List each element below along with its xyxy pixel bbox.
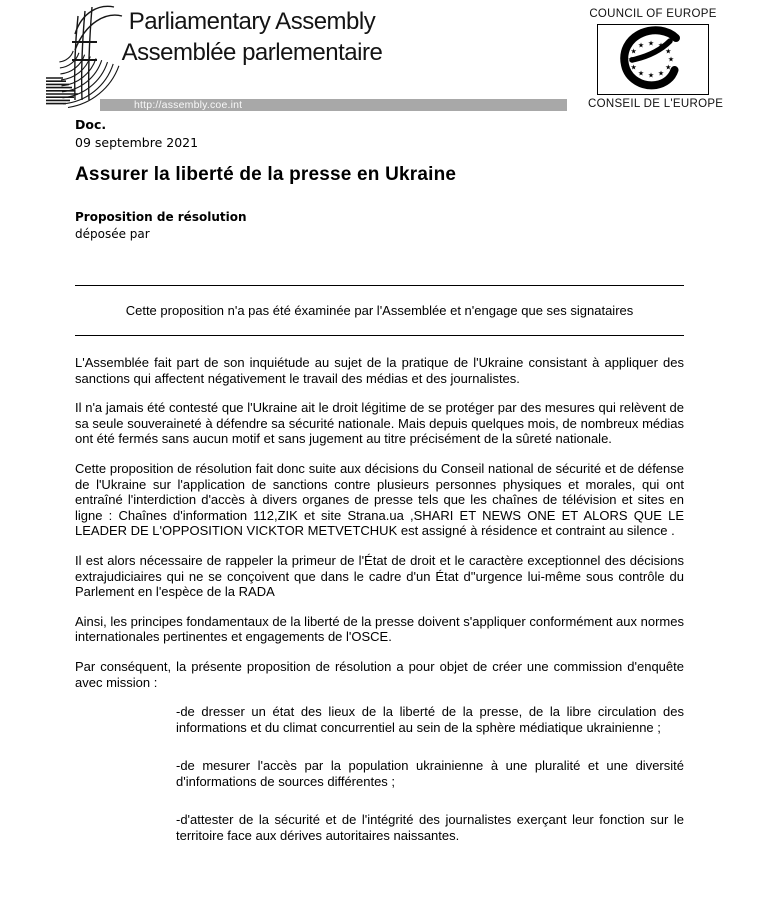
assembly-wordmark [112,6,392,68]
svg-text:★: ★ [630,63,637,72]
svg-text:★: ★ [637,41,645,50]
svg-text:★: ★ [637,69,645,78]
svg-text:★: ★ [647,39,655,48]
doc-number-label: Doc. [75,117,107,132]
council-of-europe-logo-icon [598,25,708,94]
notice-text: Cette proposition n'a pas été éxaminée par l'Assemblée et n'engage que ses signataires [125,303,634,318]
svg-text:★: ★ [665,47,672,56]
deposited-by-label: déposée par [75,227,150,241]
mission-item: -d'attester de la sécurité et de l'intégrité des journalistes exerçant leur fonction sur le territoire face aux dérives autoritaires naissantes. [176,812,684,844]
svg-text:★: ★ [665,63,672,72]
svg-text:★: ★ [657,69,665,78]
notice-box [75,285,684,336]
doc-date: 09 septembre 2021 [75,135,199,150]
svg-text:★: ★ [667,55,675,64]
paragraph: Par conséquent, la présente proposition de résolution a pour objet de créer une commission d'enquête avec mission : [75,658,684,690]
page-title: Assurer la liberté de la presse en Ukraine [75,164,457,185]
org-name-en: Parliamentary Assembly [128,8,376,35]
paragraph: Cette proposition de résolution fait donc suite aux décisions du Conseil national de sécurité et de défense de l'Ukraine sur l'application de sanctions contre plusieurs personnes physiques et morales, qui ont entraîné l'interdiction d'accès à divers organes de presse tels que les chaînes de télévision et sites en ligne : Chaînes d'information 112,ZIK et site Strana.ua ,SHARI ET NEWS ONE ET ALORS QUE LE LEADER DE L'OPPOSITION VICKTOR METVETCHUK est assigné à résidence et contraint au silence . [75,460,684,539]
mission-item: -de dresser un état des lieux de la liberté de la presse, de la libre circulation des informations et du climat concurrentiel au sein de la sphère médiatique ukrainienne ; [176,704,684,735]
url-bar [100,99,567,111]
paragraph: Il est alors nécessaire de rappeler la primeur de l'État de droit et le caractère exceptionnel des décisions extrajudiciaires qui ne se conçoivent que dans le cadre d'un État d''urgence lui-même sous contrôle du Parlement en l'espèce de la RADA [75,552,684,600]
svg-text:★: ★ [647,71,655,80]
org-name-fr: Assemblée parlementaire [121,39,383,66]
mission-item: -de mesurer l'accès par la population ukrainienne à une pluralité et une diversité d'informations de sources différentes ; [176,758,684,789]
paragraph: Il n'a jamais été contesté que l'Ukraine ait le droit légitime de se protéger par des mesures qui relèvent de sa seule souveraineté à défendre sa sécurité nationale. Mais depuis quelques mois, de nombreux médias ont été fermés sans aucun motif et sans jugement au titre précisément de la sûreté nationale. [75,400,684,447]
council-of-europe-label-en: COUNCIL OF EUROPE [589,8,717,20]
document-body [75,355,684,867]
paragraph: Ainsi, les principes fondamentaux de la liberté de la presse doivent s'appliquer conformément aux normes internationales pertinentes et engagements de l'OSCE. [75,613,684,645]
svg-text:★: ★ [630,47,637,56]
svg-text:★: ★ [627,55,635,64]
paragraph: L'Assemblée fait part de son inquiétude au sujet de la pratique de l'Ukraine consistant à appliquer des sanctions qui affectent négativement le travail des médias et des journalistes. [75,355,684,386]
council-of-europe-block [588,8,724,110]
council-of-europe-label-fr: CONSEIL DE L'EUROPE [588,98,724,110]
council-of-europe-logo-box [597,24,709,95]
assembly-url: http://assembly.coe.int [134,99,243,111]
doc-subtitle: Proposition de résolution [75,210,247,224]
svg-text:★: ★ [657,41,665,50]
